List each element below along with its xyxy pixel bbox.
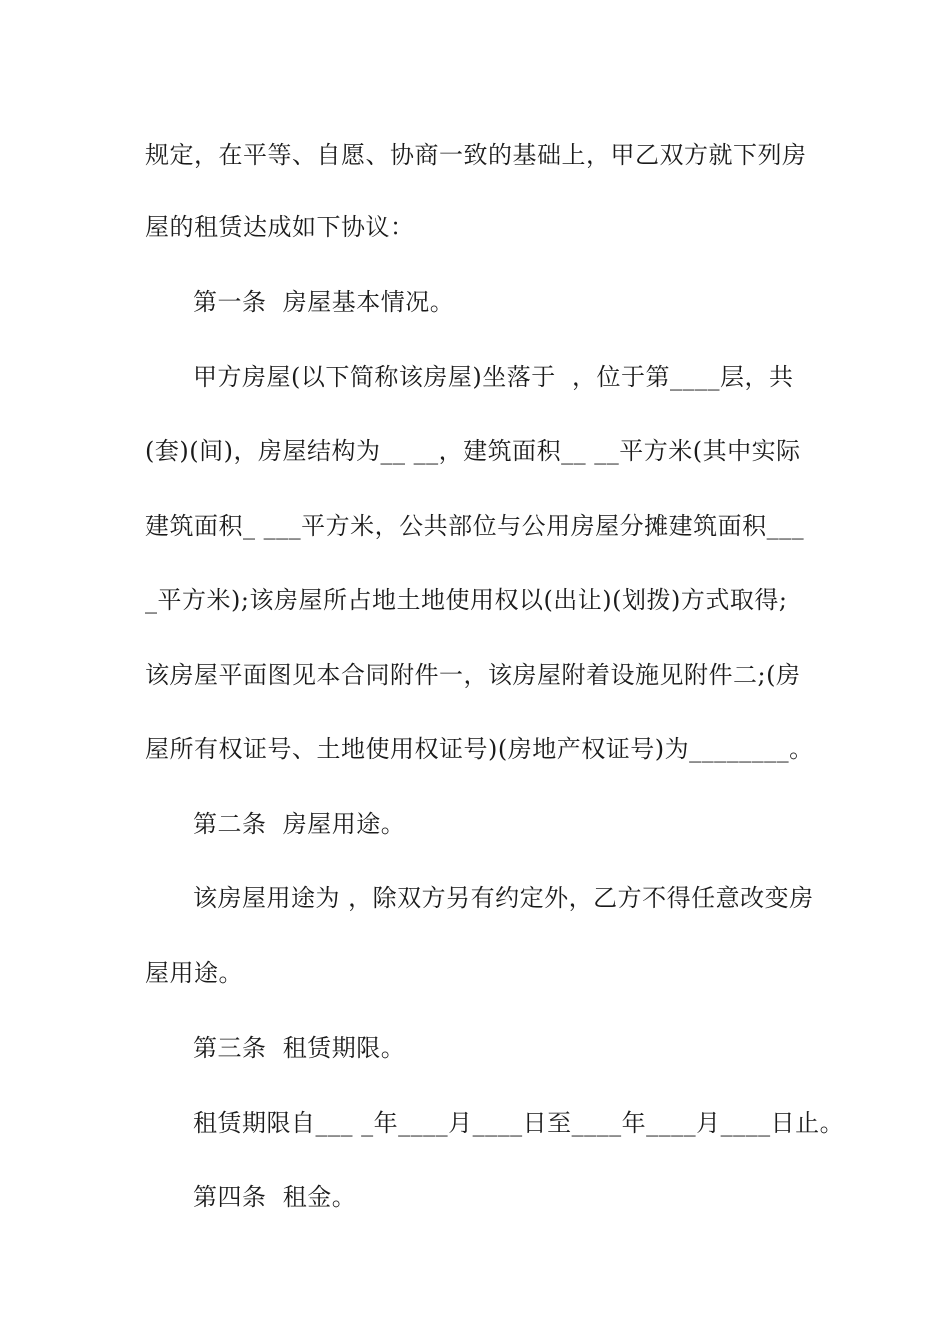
article-heading: 第三条 租赁期限。: [193, 1034, 406, 1062]
text-line: 屋的租赁达成如下协议：: [145, 213, 415, 241]
text-line: (套)(间)，房屋结构为__ __，建筑面积__ __平方米(其中实际: [145, 437, 801, 465]
text-line: 租赁期限自___ _年____月____日至____年____月____日止。: [193, 1109, 845, 1137]
text-line: _平方米);该房屋所占地土地使用权以(出让)(划拨)方式取得;: [145, 586, 788, 614]
text-line: 该房屋平面图见本合同附件一，该房屋附着设施见附件二;(房: [145, 661, 801, 689]
text-line: 屋用途。: [145, 959, 243, 987]
text-line: 甲方房屋(以下简称该房屋)坐落于 ，位于第____层，共: [193, 363, 794, 391]
text-line: 建筑面积_ ___平方米，公共部位与公用房屋分摊建筑面积___: [145, 512, 805, 540]
text-line: 屋所有权证号、土地使用权证号)(房地产权证号)为________。: [145, 735, 814, 763]
text-line: 该房屋用途为 ，除双方另有约定外，乙方不得任意改变房: [193, 884, 814, 912]
article-heading: 第一条 房屋基本情况。: [193, 288, 455, 316]
text-line: 规定，在平等、自愿、协商一致的基础上，甲乙双方就下列房: [145, 141, 807, 169]
article-heading: 第四条 租金。: [193, 1183, 357, 1211]
article-heading: 第二条 房屋用途。: [193, 810, 406, 838]
